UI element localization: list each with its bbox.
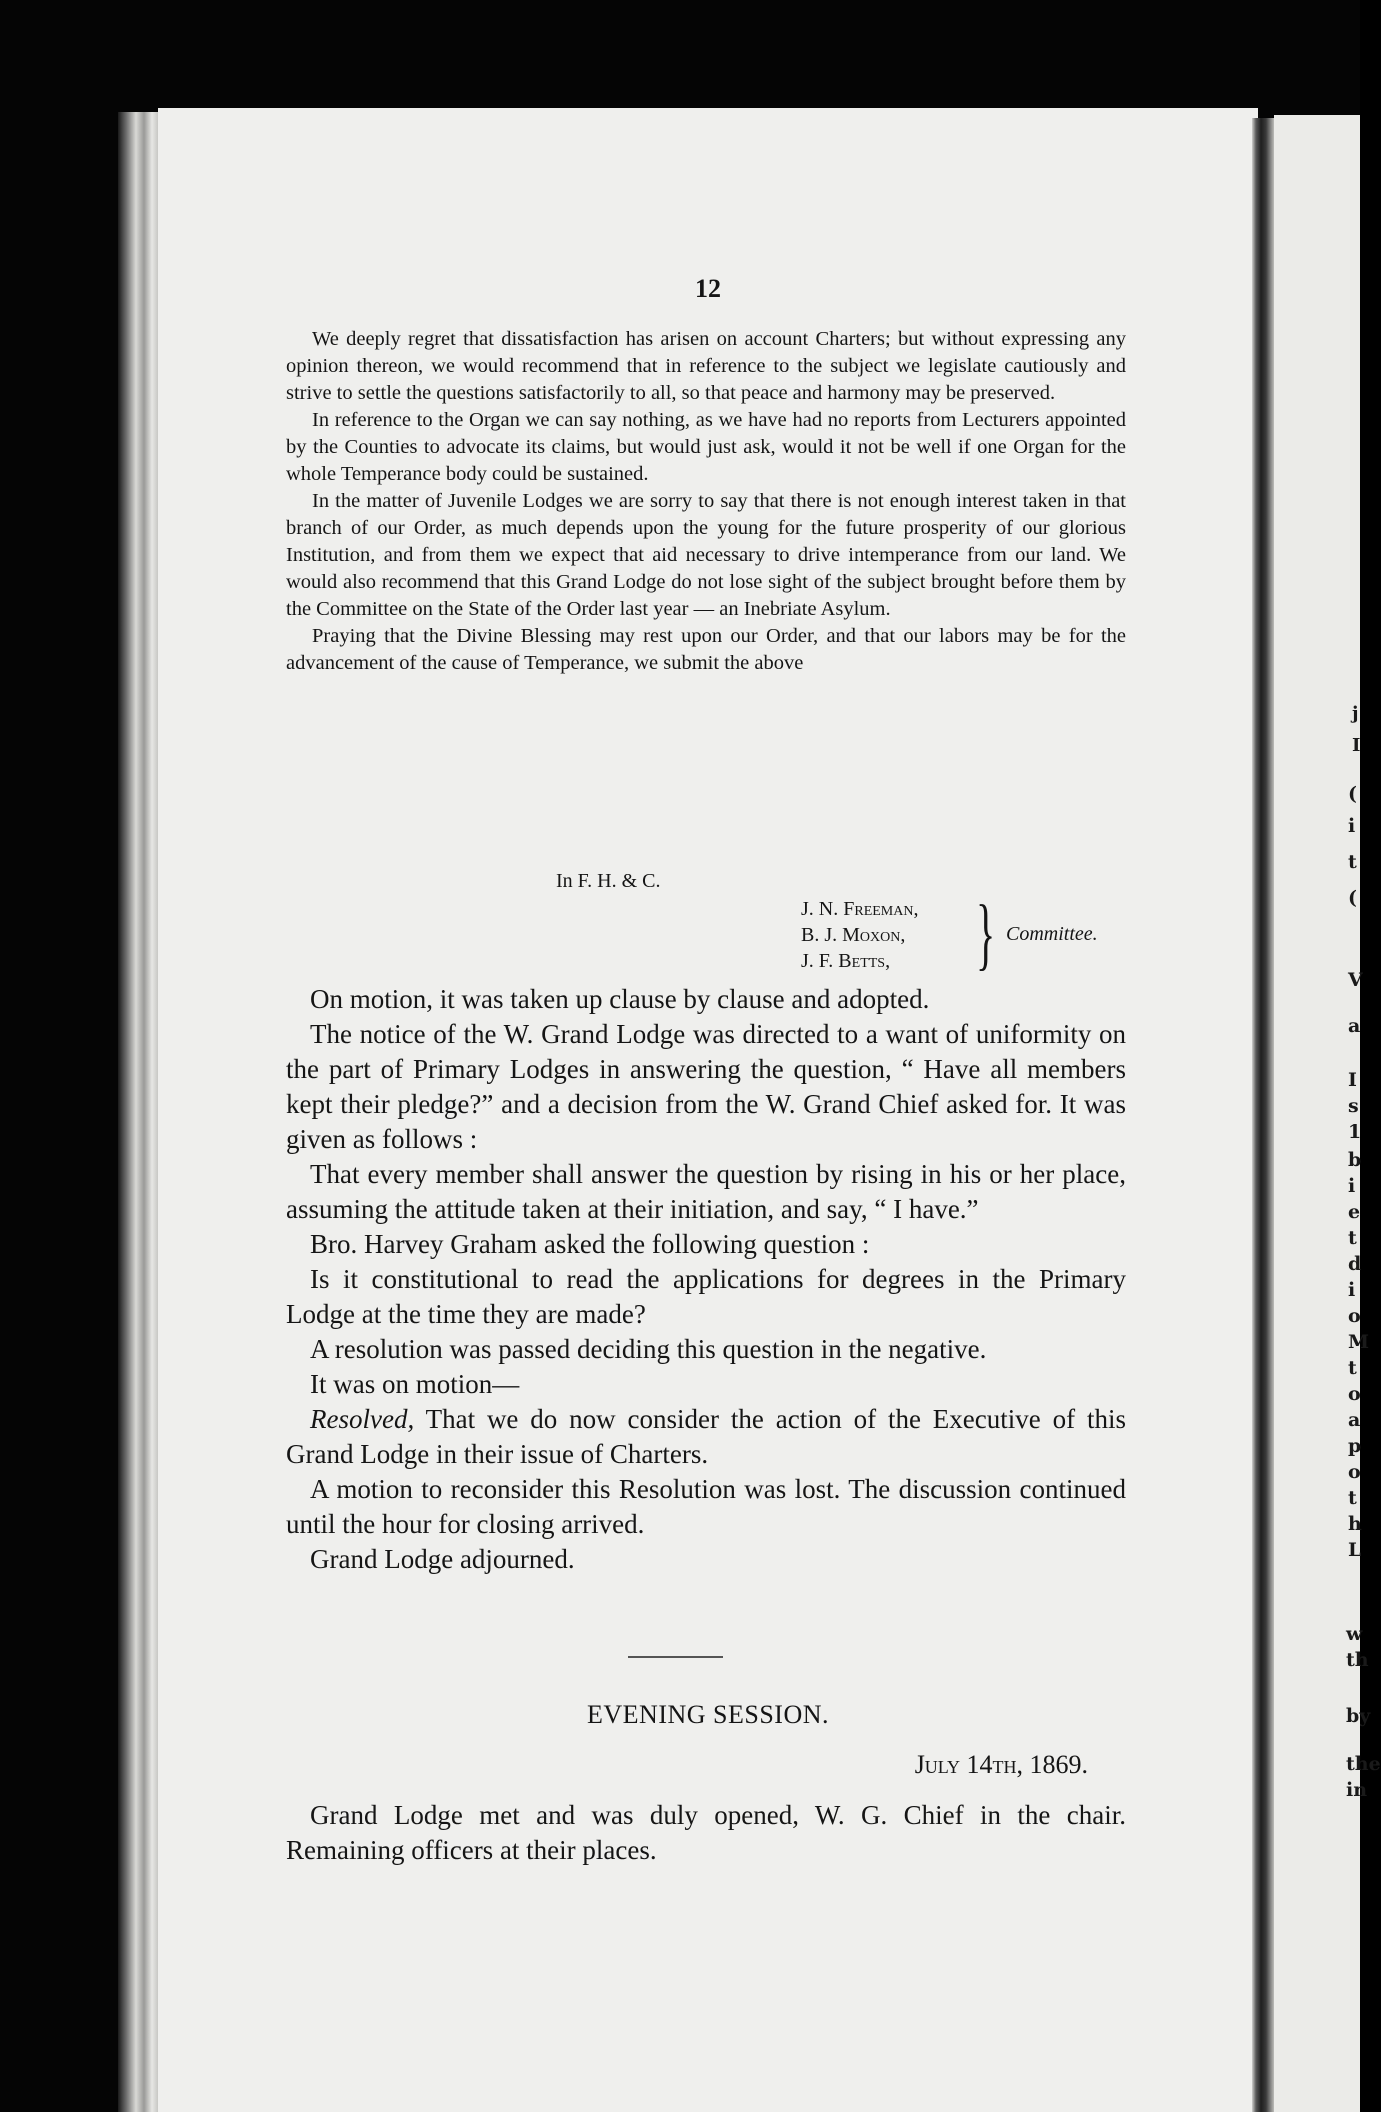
next-page-fragment: ( [1348, 887, 1357, 909]
committee-member: J. F. Betts, [801, 950, 891, 972]
section-divider [628, 1656, 723, 1658]
next-page-fragment: t [1348, 1357, 1357, 1379]
report-paragraph: In reference to the Organ we can say nothing, as we have had no reports from Lecturers appointed by the Counties to advocate its claims, but would just ask, would it not be well if one Organ for the whole Temperance body could be sustained. [286, 409, 1126, 485]
brace-glyph: } [976, 890, 996, 978]
minutes-paragraph: A motion to reconsider this Resolution was lost. The discussion continued until the hour for closing arrived. [286, 1474, 1126, 1539]
next-page-fragment: V [1348, 969, 1363, 991]
session-date: July 14th, 1869. [914, 1750, 1088, 1779]
next-page-fragment: M [1348, 1331, 1370, 1353]
minutes-paragraph: That every member shall answer the question by rising in his or her place, assuming the attitude taken at their initiation, and say, “ I have.” [286, 1159, 1126, 1224]
committee-report [286, 326, 1126, 677]
next-page-fragment: ( [1348, 783, 1357, 805]
next-page-fragment: h [1348, 1513, 1362, 1535]
next-page-edge [1274, 115, 1381, 2112]
minutes-paragraph: On motion, it was taken up clause by clause and adopted. [310, 984, 930, 1014]
minutes-paragraph: A resolution was passed deciding this question in the negative. [310, 1334, 987, 1364]
next-page-fragment: j [1352, 703, 1359, 724]
next-page-fragment: o [1348, 1383, 1361, 1405]
minutes-paragraph: Grand Lodge adjourned. [310, 1544, 575, 1574]
salutation: In F. H. & C. [556, 870, 661, 892]
next-page-fragment: w [1346, 1623, 1363, 1645]
evening-paragraph: Grand Lodge met and was duly opened, W. G. Chief in the chair. Remaining officers at their places. [286, 1800, 1126, 1865]
minutes-paragraph: Bro. Harvey Graham asked the following question : [310, 1229, 870, 1259]
next-page-fragment: L [1348, 1539, 1362, 1561]
next-page-fragment: e [1348, 1201, 1361, 1223]
committee-members [801, 896, 918, 974]
next-page-fragment: i [1348, 1175, 1356, 1197]
next-page-fragment: by [1346, 1705, 1371, 1727]
section-heading: EVENING SESSION. [587, 1700, 829, 1729]
next-page-fragment: I [1352, 735, 1361, 756]
next-page-fragment: a [1348, 1015, 1361, 1037]
resolved-label: Resolved, [310, 1404, 415, 1434]
minutes-paragraph: The notice of the W. Grand Lodge was directed to a want of uniformity on the part of Primary Lodges in answering the question, “ Have all members kept their pledge?” and a decision from the W. Grand Chief asked for. It was given as follows : [286, 1019, 1126, 1154]
next-page-fragment: in [1346, 1779, 1368, 1801]
minutes-paragraph: It was on motion— [310, 1369, 520, 1399]
committee-label: Committee. [1006, 923, 1098, 945]
report-paragraph: In the matter of Juvenile Lodges we are sorry to say that there is not enough interest taken in that branch of our Order, as much depends upon the young for the future prosperity of our glorious Institution, and from them we expect that aid necessary to drive intemperance from our land. We would also recommend that this Grand Lodge do not lose sight of the subject brought before them by the Committee on the State of the Order last year — an Inebriate Asylum. [286, 490, 1126, 620]
next-page-fragment: t [1348, 1487, 1357, 1509]
minutes-paragraph: Is it constitutional to read the applications for degrees in the Primary Lodge at the time they are made? [286, 1264, 1126, 1329]
report-paragraph: Praying that the Divine Blessing may rest upon our Order, and that our labors may be for the advancement of the cause of Temperance, we submit the above [286, 625, 1126, 674]
page-number: 12 [695, 274, 721, 303]
minutes [286, 982, 1126, 1577]
report-paragraph: We deeply regret that dissatisfaction has arisen on account Charters; but without expressing any opinion thereon, we would recommend that in reference to the subject we legislate cautiously and strive to settle the questions satisfactorily to all, so that peace and harmony may be preserved. [286, 328, 1126, 404]
next-page-fragment: d [1348, 1253, 1362, 1275]
next-page-fragment: t [1348, 1227, 1357, 1249]
next-page-fragment: a [1348, 1409, 1361, 1431]
next-page-fragment: th [1346, 1649, 1369, 1671]
evening-session-text [286, 1798, 1126, 1868]
page-divider [1252, 118, 1274, 2112]
next-page-fragment: b [1348, 1149, 1362, 1171]
resolution-text: That we do now consider the action of the Executive of this Grand Lodge in their issue of Charters. [286, 1404, 1126, 1469]
signature-block [286, 870, 1126, 980]
next-page-fragment: o [1348, 1305, 1361, 1327]
next-page-fragment: I [1348, 1069, 1357, 1091]
next-page-fragment: i [1348, 1279, 1356, 1301]
next-page-fragment: t [1348, 851, 1357, 873]
next-page-fragment: the [1346, 1753, 1381, 1775]
next-page-fragment: o [1348, 1461, 1361, 1483]
book-page [158, 108, 1258, 2112]
next-page-fragment: 1 [1348, 1121, 1362, 1143]
committee-member: J. N. Freeman, [801, 898, 919, 920]
next-page-fragment: s [1348, 1095, 1359, 1117]
next-page-fragment: p [1348, 1435, 1362, 1457]
resolution-paragraph [286, 1402, 1126, 1472]
next-page-fragment: i [1348, 815, 1356, 837]
committee-member: B. J. Moxon, [801, 924, 906, 946]
